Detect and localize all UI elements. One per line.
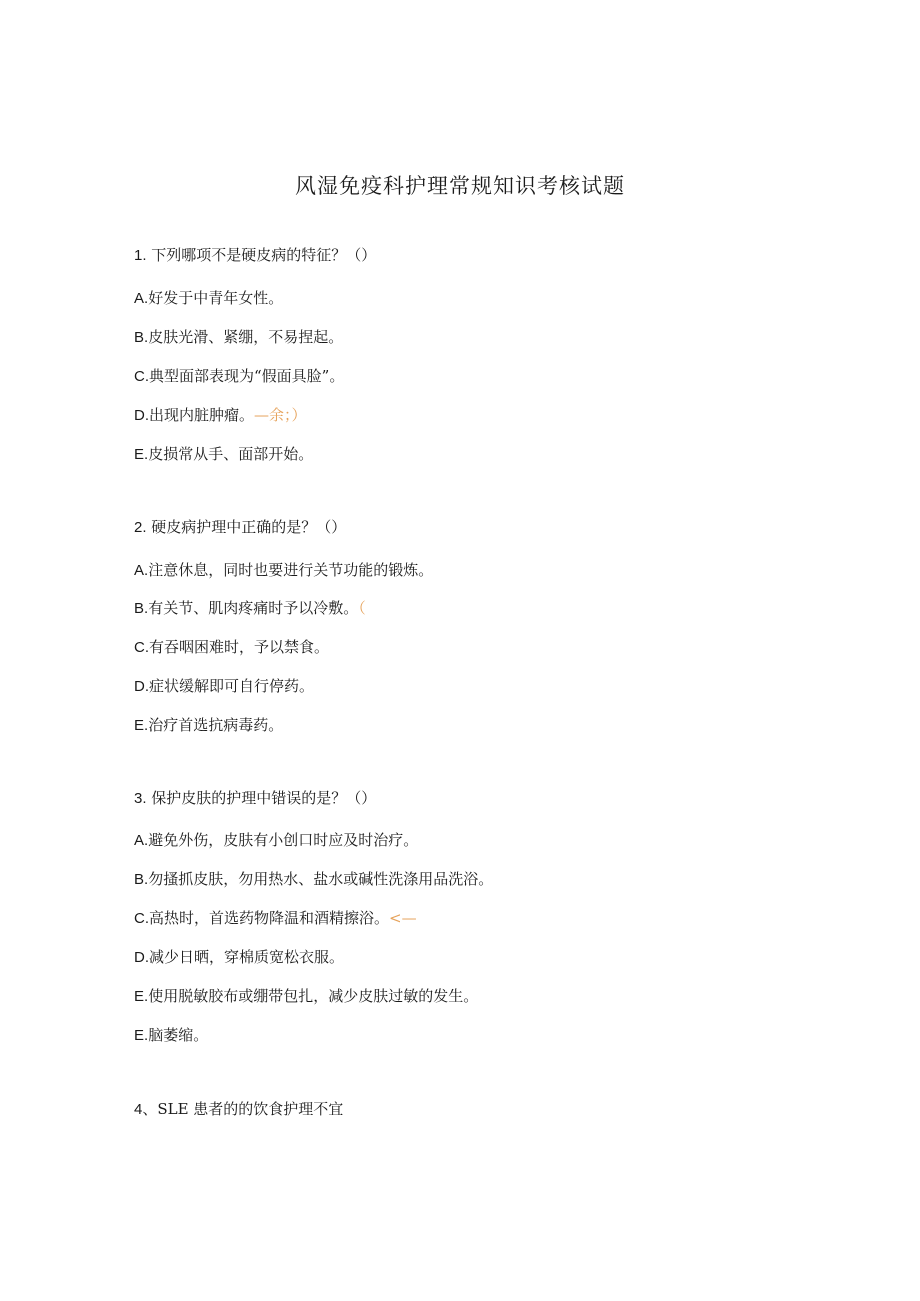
option-1c	[134, 366, 344, 387]
option-letter: E.	[134, 988, 149, 1005]
option-letter: D.	[134, 407, 149, 424]
option-letter: B.	[134, 600, 149, 617]
option-2c	[134, 637, 329, 658]
option-letter: C.	[134, 910, 149, 927]
option-letter: E.	[134, 446, 149, 463]
option-letter: C.	[134, 368, 149, 385]
option-letter: B.	[134, 329, 149, 346]
option-text: 治疗首选抗病毒药。	[148, 716, 284, 734]
question-text: 硬皮病护理中正确的是？（）	[151, 518, 347, 536]
question-text: 下列哪项不是硬皮病的特征？（）	[151, 246, 377, 264]
option-letter: A.	[134, 562, 149, 579]
question-number: 2.	[134, 519, 147, 536]
answer-mark: （	[358, 599, 366, 617]
option-letter: B.	[134, 871, 149, 888]
option-text: 有吞咽困难时，予以禁食。	[149, 638, 330, 656]
option-text: 好发于中青年女性。	[148, 289, 284, 307]
option-text: 出现内脏肿瘤。	[149, 406, 255, 424]
option-2d	[134, 676, 314, 697]
option-letter: E.	[134, 717, 149, 734]
page-title: 风湿免疫科护理常规知识考核试题	[295, 174, 625, 198]
question-1	[134, 245, 376, 266]
option-2e	[134, 715, 283, 736]
option-text: 皮肤光滑、紧绷，不易捏起。	[148, 328, 344, 346]
option-3e	[134, 986, 478, 1007]
question-2	[134, 517, 346, 538]
question-number: 1.	[134, 247, 147, 264]
answer-mark: <—	[389, 909, 417, 927]
option-1d	[134, 405, 307, 426]
option-letter: A.	[134, 832, 149, 849]
option-3b	[134, 869, 493, 890]
answer-mark: —余；）	[254, 406, 307, 424]
question-number: 4、	[134, 1101, 158, 1118]
option-letter: E.	[134, 1027, 149, 1044]
option-3a	[134, 830, 418, 851]
option-2b	[134, 598, 366, 619]
question-text: 保护皮肤的护理中错误的是？（）	[151, 789, 377, 807]
option-letter: D.	[134, 678, 149, 695]
question-4	[134, 1099, 343, 1120]
option-1e	[134, 444, 313, 465]
option-text: 高热时，首选药物降温和酒精擦浴。	[149, 909, 390, 927]
option-letter: D.	[134, 949, 149, 966]
option-text: 有关节、肌肉疼痛时予以冷敷。	[148, 599, 359, 617]
option-3c	[134, 908, 417, 929]
option-text: 症状缓解即可自行停药。	[149, 677, 315, 695]
question-3	[134, 788, 376, 809]
option-letter: A.	[134, 290, 149, 307]
option-text: 注意休息，同时也要进行关节功能的锻炼。	[148, 561, 434, 579]
option-text: 脑萎缩。	[148, 1026, 209, 1044]
option-1a	[134, 288, 283, 309]
option-1b	[134, 327, 343, 348]
question-number: 3.	[134, 790, 147, 807]
question-text: SLE 患者的的饮食护理不宜	[157, 1100, 344, 1118]
option-2a	[134, 560, 433, 581]
option-text: 皮损常从手、面部开始。	[148, 445, 314, 463]
option-text: 勿搔抓皮肤，勿用热水、盐水或碱性洗涤用品洗浴。	[148, 870, 494, 888]
option-text: 使用脱敏胶布或绷带包扎，减少皮肤过敏的发生。	[148, 987, 479, 1005]
option-text: 减少日晒，穿棉质宽松衣服。	[149, 948, 345, 966]
option-text: 典型面部表现为“假面具脸”。	[149, 367, 345, 385]
option-text: 避免外伤，皮肤有小创口时应及时治疗。	[148, 831, 419, 849]
option-3f	[134, 1025, 208, 1046]
option-3d	[134, 947, 344, 968]
option-letter: C.	[134, 639, 149, 656]
